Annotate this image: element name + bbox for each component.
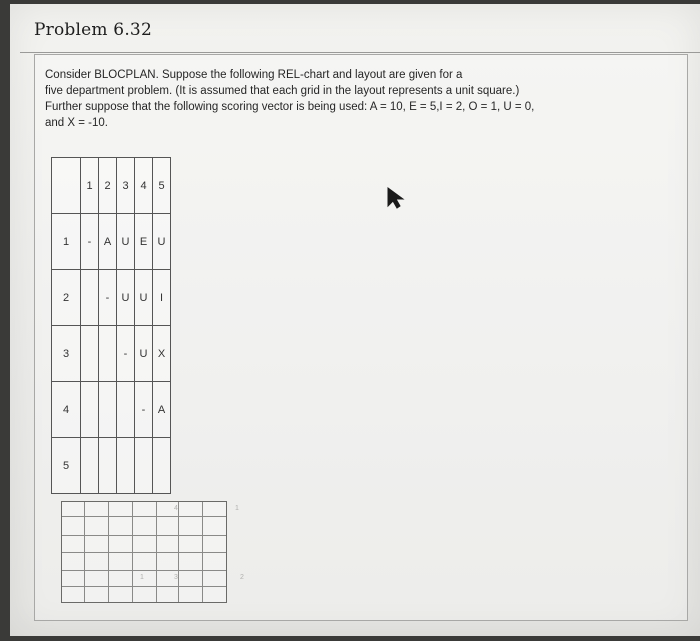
grid-line bbox=[132, 502, 133, 602]
rel-chart-cell: E bbox=[135, 214, 153, 270]
rel-chart-row-label: 2 bbox=[52, 270, 81, 326]
problem-box bbox=[34, 54, 688, 621]
page-title: Problem 6.32 bbox=[34, 20, 152, 40]
problem-statement bbox=[45, 67, 675, 131]
rel-chart-cell: U bbox=[117, 270, 135, 326]
problem-line: Further suppose that the following scoring vector is being used: A = 10, E = 5,I = 2, O = 1, U = 0, bbox=[45, 101, 535, 113]
rel-chart-row bbox=[52, 438, 171, 494]
rel-chart-col-header: 3 bbox=[117, 158, 135, 214]
rel-chart-cell: X bbox=[153, 326, 171, 382]
rel-chart-cell: U bbox=[117, 214, 135, 270]
rel-chart-cell: I bbox=[153, 270, 171, 326]
layout-department-label: 1 bbox=[235, 505, 239, 512]
grid-line bbox=[178, 502, 179, 602]
grid-line bbox=[202, 502, 203, 602]
rel-chart-header-row bbox=[52, 158, 171, 214]
layout-department-label: 3 bbox=[174, 574, 178, 581]
rel-chart-cell: U bbox=[153, 214, 171, 270]
problem-line: Consider BLOCPLAN. Suppose the following REL-chart and layout are given for a bbox=[45, 69, 463, 81]
grid-line bbox=[108, 502, 109, 602]
rel-chart-col-header: 4 bbox=[135, 158, 153, 214]
rel-chart-row-label: 5 bbox=[52, 438, 81, 494]
problem-line: and X = -10. bbox=[45, 117, 108, 129]
rel-chart-col-header: 2 bbox=[99, 158, 117, 214]
rel-chart-cell: U bbox=[135, 270, 153, 326]
layout-department-label: 1 bbox=[140, 574, 144, 581]
rel-chart-cell: - bbox=[99, 270, 117, 326]
problem-line: five department problem. (It is assumed that each grid in the layout represents a unit square.) bbox=[45, 85, 520, 97]
rel-chart-cell bbox=[81, 438, 99, 494]
rel-chart-cell bbox=[81, 382, 99, 438]
rel-chart-row-label: 1 bbox=[52, 214, 81, 270]
rel-chart-cell bbox=[99, 438, 117, 494]
rel-chart-row bbox=[52, 270, 171, 326]
rel-chart-cell bbox=[81, 270, 99, 326]
layout-department-label: 4 bbox=[174, 505, 178, 512]
rel-chart-cell bbox=[117, 382, 135, 438]
problem-sheet bbox=[10, 4, 700, 636]
rel-chart-row bbox=[52, 326, 171, 382]
layout-department-label: 2 bbox=[240, 574, 244, 581]
rel-chart-col-header: 5 bbox=[153, 158, 171, 214]
rel-chart-cell bbox=[99, 382, 117, 438]
rel-chart-cell bbox=[99, 326, 117, 382]
rel-chart bbox=[51, 157, 171, 494]
rel-chart-cell: - bbox=[117, 326, 135, 382]
rel-chart-cell: - bbox=[135, 382, 153, 438]
grid-line bbox=[84, 502, 85, 602]
grid-line bbox=[156, 502, 157, 602]
title-divider bbox=[20, 52, 700, 53]
rel-chart-cell: U bbox=[135, 326, 153, 382]
rel-chart-cell: A bbox=[99, 214, 117, 270]
rel-chart-cell: - bbox=[81, 214, 99, 270]
rel-chart-row bbox=[52, 382, 171, 438]
rel-chart-cell: A bbox=[153, 382, 171, 438]
rel-chart-col-header: 1 bbox=[81, 158, 99, 214]
rel-chart-cell bbox=[135, 438, 153, 494]
rel-chart-row bbox=[52, 214, 171, 270]
rel-chart-cell bbox=[117, 438, 135, 494]
rel-chart-corner bbox=[52, 158, 81, 214]
rel-chart-cell bbox=[81, 326, 99, 382]
rel-chart-row-label: 4 bbox=[52, 382, 81, 438]
arrow-cursor-icon bbox=[385, 186, 405, 210]
department-layout-grid bbox=[61, 501, 244, 603]
rel-chart-row-label: 3 bbox=[52, 326, 81, 382]
rel-chart-cell bbox=[153, 438, 171, 494]
